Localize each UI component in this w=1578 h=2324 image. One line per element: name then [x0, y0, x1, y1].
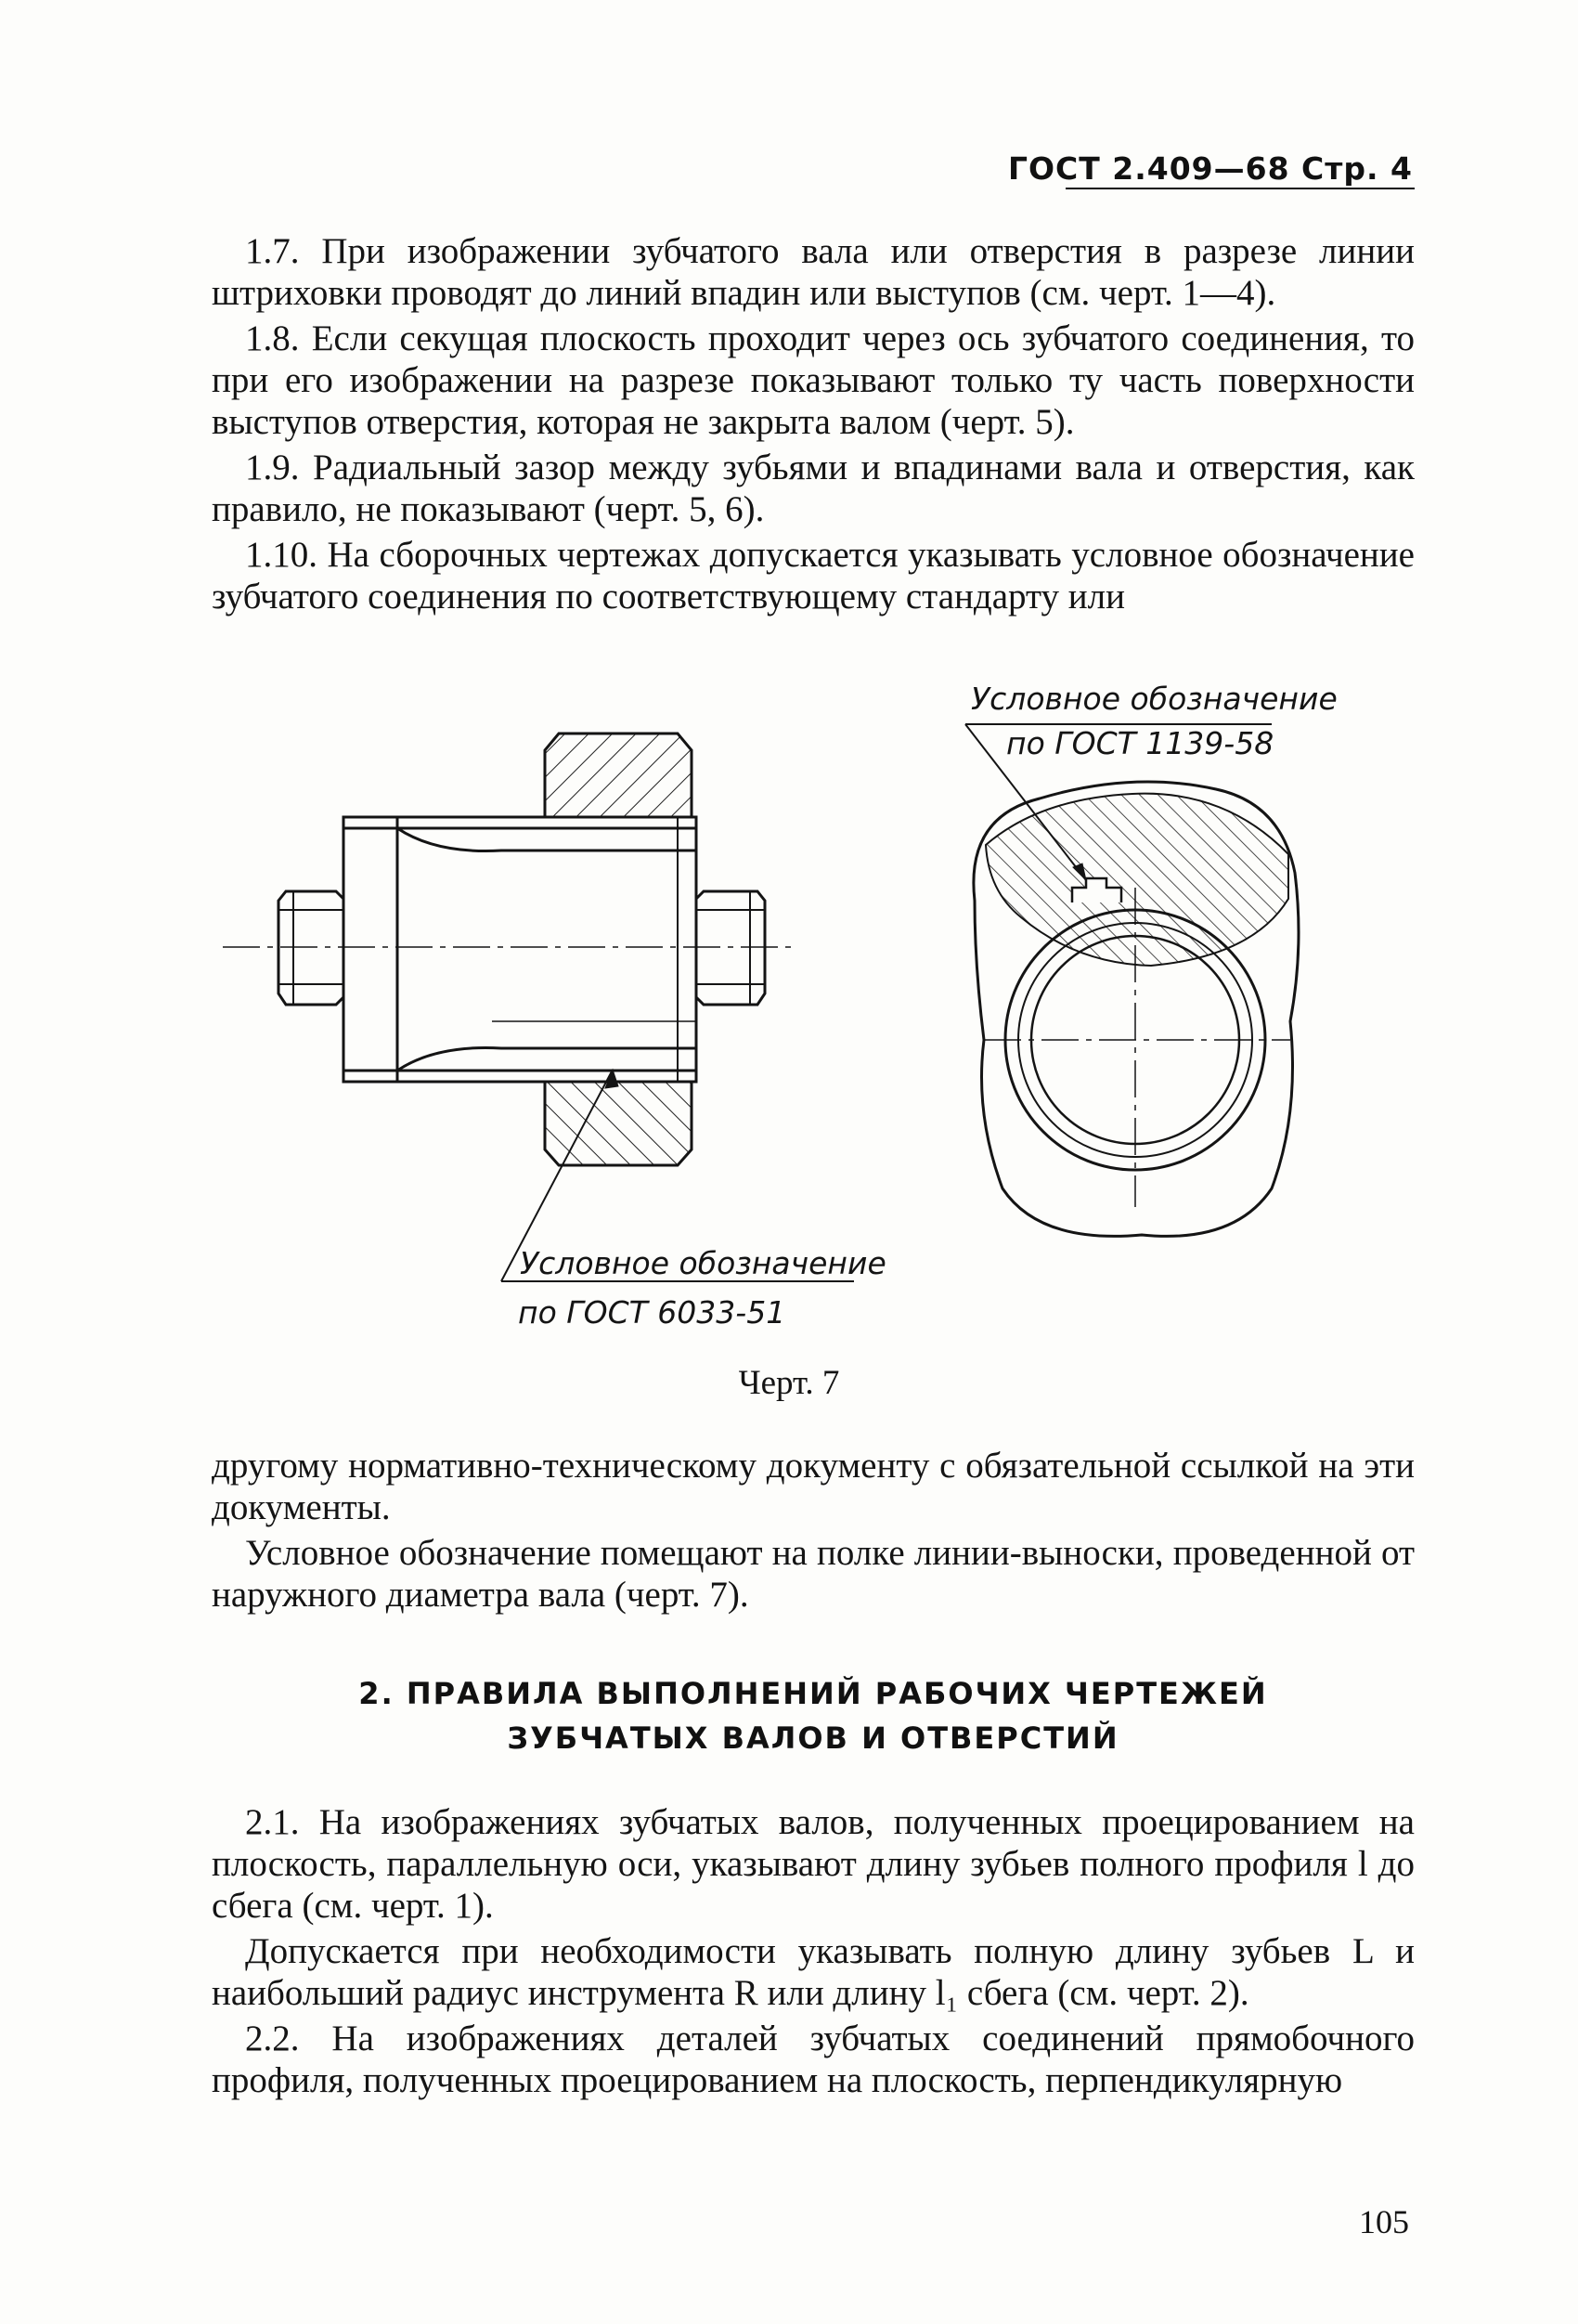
left-shaft-stub — [278, 891, 343, 1005]
paragraph-2-1-note: Допускается при необходимости указывать полную длину зубьев L и наибольший радиус инструмента R или длину l₁ сбега (см. черт. 2). — [212, 1931, 1415, 2013]
header-rule — [1066, 188, 1415, 189]
text-block-middle — [212, 1445, 1415, 1619]
paragraph-designation: Условное обозначение помещают на полке линии-выноски, проведенной от наружного диаметра вала (черт. 7). — [212, 1533, 1415, 1615]
paragraph-1-10: 1.10. На сборочных чертежах допускается указывать условное обозначение зубчатого соединения по соответствующему стандарту или — [212, 535, 1415, 617]
right-label-line2: по ГОСТ 1139-58 — [1006, 725, 1274, 761]
section-title-line2: ЗУБЧАТЫХ ВАЛОВ И ОТВЕРСТИЙ — [507, 1720, 1119, 1756]
right-label-line1: Условное обозначение — [971, 681, 1338, 717]
figure-7-drawing — [204, 669, 1411, 1346]
figure-caption: Черт. 7 — [738, 1364, 840, 1402]
page-header: ГОСТ 2.409—68 Стр. 4 — [1007, 150, 1413, 187]
upper-gear-section — [545, 734, 692, 819]
right-hub-view — [965, 724, 1299, 1236]
paragraph-2-2: 2.2. На изображениях деталей зубчатых соединений прямобочного профиля, полученных проецированием на плоскость, перпендикулярную — [212, 2019, 1415, 2100]
right-shaft-stub — [696, 891, 765, 1005]
text-block-bottom — [212, 1801, 1415, 2105]
lower-gear-section — [545, 1080, 692, 1165]
left-label-line2: по ГОСТ 6033-51 — [518, 1294, 786, 1331]
paragraph-1-9: 1.9. Радиальный зазор между зубьями и впадинами вала и отверстия, как правило, не показывают (черт. 5, 6). — [212, 448, 1415, 529]
left-shaft-view — [223, 734, 854, 1281]
section-2-title — [212, 1671, 1415, 1760]
page-number: 105 — [1359, 2203, 1409, 2240]
paragraph-1-8: 1.8. Если секущая плоскость проходит через ось зубчатого соединения, то при его изображении на разрезе показывают только ту часть поверхности выступов отверстия, которая не закрыта валом (черт. 5). — [212, 318, 1415, 442]
paragraph-continuation: другому нормативно-техническому документу с обязательной ссылкой на эти документы. — [212, 1446, 1415, 1527]
paragraph-2-1: 2.1. На изображениях зубчатых валов, полученных проецированием на плоскость, параллельную оси, указывают длину зубьев полного профиля l до сбега (см. черт. 1). — [212, 1802, 1415, 1926]
section-title-line1: 2. ПРАВИЛА ВЫПОЛНЕНИЙ РАБОЧИХ ЧЕРТЕЖЕЙ — [358, 1676, 1268, 1711]
left-label-line1: Условное обозначение — [520, 1245, 886, 1281]
text-block-top — [212, 230, 1415, 621]
paragraph-1-7: 1.7. При изображении зубчатого вала или отверстия в разрезе линии штриховки проводят до линий впадин или выступов (см. черт. 1—4). — [212, 231, 1415, 313]
